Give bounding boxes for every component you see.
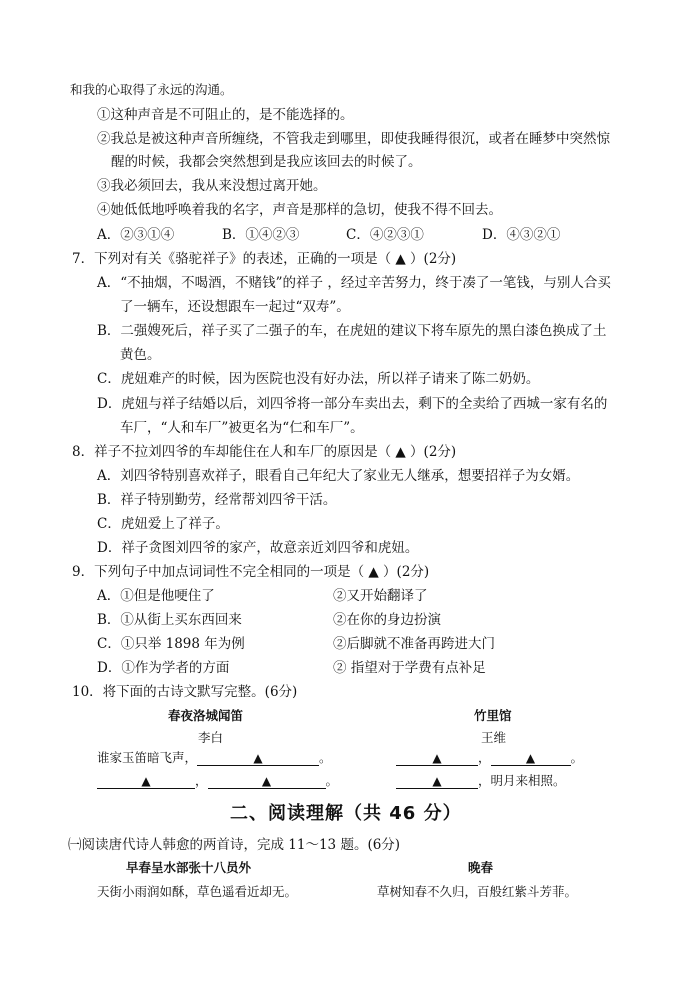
- q6-option-a: A．②③①④: [97, 227, 175, 243]
- poem2-line2-text: ，明月来相照。: [478, 773, 566, 788]
- q9-stem: 9．下列句子中加点词词性不完全相同的一项是（ ▲ ）(2分): [72, 564, 430, 580]
- q6-item-2-cont: 醒的时候，我都会突然想到是我应该回去的时候了。: [111, 154, 422, 170]
- blank-marker: ▲: [432, 751, 442, 765]
- q8-stem: 8．祥子不拉刘四爷的车却能住在人和车厂的原因是（ ▲ ）(2分): [72, 444, 457, 460]
- punct: 。: [319, 750, 332, 765]
- q6-item-4: ④她低低地呼唤着我的名字，声音是那样的急切，使我不得不回去。: [97, 202, 502, 218]
- poem-a-line: 天街小雨润如酥，草色遥看近却无。: [97, 884, 298, 899]
- q8-option-b: B．祥子特别勤劳，经常帮刘四爷干活。: [97, 492, 337, 508]
- q8-option-a: A．刘四爷特别喜欢祥子，眼看自己年纪大了家业无人继承，想要招祥子为女婿。: [97, 468, 580, 484]
- q9-row-b-left: B．①从街上买东西回来: [97, 612, 242, 628]
- q7-option-d-line2: 车厂，“人和车厂”被更名为“仁和车厂”。: [120, 420, 364, 436]
- q10-stem: 10．将下面的古诗文默写完整。(6分): [72, 684, 298, 700]
- q6-option-c: C．④②③①: [346, 227, 424, 243]
- poem2-blank-2[interactable]: [491, 751, 571, 766]
- poem-a-title: 早春呈水部张十八员外: [126, 860, 252, 875]
- q7-option-b-line2: 黄色。: [120, 347, 161, 363]
- punct: 。: [570, 750, 584, 765]
- poem-b-title: 晚春: [468, 860, 494, 875]
- poem1-blank-1[interactable]: [197, 751, 319, 766]
- blank-marker: ▲: [261, 774, 272, 788]
- q9-row-a-left: A．①但是他哽住了: [97, 588, 215, 604]
- blank-marker: ▲: [432, 774, 442, 788]
- poem2-title: 竹里馆: [474, 708, 512, 723]
- q7-option-b-line1: B．二强嫂死后，祥子买了二强子的车，在虎妞的建议下将车原先的黑白漆色换成了土: [97, 323, 607, 339]
- poem1-line1: [97, 748, 332, 766]
- q7-option-a-line2: 了一辆车，还设想跟车一起过“双寿”。: [120, 299, 350, 315]
- blank-marker: ▲: [253, 751, 263, 765]
- blank-marker: ▲: [525, 751, 536, 765]
- q8-option-c: C．虎妞爱上了祥子。: [97, 516, 229, 532]
- punct: ，: [195, 773, 208, 788]
- q7-option-a-line1: A．“不抽烟，不喝酒，不赌钱”的祥子 ，经过辛苦努力，终于凑了一笔钱，与别人合买: [97, 275, 611, 291]
- q6-item-2: ②我总是被这种声音所缠绕，不管我走到哪里，即使我睡得很沉，或者在睡梦中突然惊: [97, 131, 610, 147]
- poem1-blank-3[interactable]: [208, 774, 326, 789]
- q9-row-d-left: D．①作为学者的方面: [97, 660, 230, 676]
- poem2-line1: [396, 748, 583, 766]
- blank-marker: ▲: [141, 774, 151, 788]
- poem1-line1-text: 谁家玉笛暗飞声，: [97, 750, 198, 765]
- section-title: 二、阅读理解（共 46 分）: [230, 803, 462, 824]
- intro-line: 和我的心取得了永远的沟通。: [70, 82, 233, 97]
- poem1-blank-2[interactable]: [97, 774, 195, 789]
- q9-row-c-left: C．①只举 1898 年为例: [97, 636, 245, 652]
- q6-item-3: ③我必须回去，我从来没想过离开她。: [97, 178, 327, 194]
- poem1-author: 李白: [198, 730, 224, 745]
- q9-row-a-right: ②又开始翻译了: [333, 588, 428, 604]
- poem2-blank-3[interactable]: [396, 774, 478, 789]
- q6-option-b: B．①④②③: [222, 227, 300, 243]
- q9-row-c-right: ②后脚就不准备再跨进大门: [333, 636, 495, 652]
- q9-row-b-right: ②在你的身边扮演: [333, 612, 441, 628]
- q8-option-d: D．祥子贪图刘四爷的家产，故意亲近刘四爷和虎妞。: [97, 540, 419, 556]
- q6-option-d: D．④③②①: [482, 227, 561, 243]
- poem-b-line: 草树知春不久归，百般红紫斗芳菲。: [377, 884, 578, 899]
- q7-option-d-line1: D．虎妞与祥子结婚以后，刘四爷将一部分车卖出去，剩下的全卖给了西城一家有名的: [97, 396, 608, 412]
- q6-item-1: ①这种声音是不可阻止的，是不能选择的。: [97, 107, 354, 123]
- poem2-blank-1[interactable]: [396, 751, 478, 766]
- poem2-author: 王维: [481, 730, 507, 745]
- punct: ，: [478, 750, 491, 765]
- q7-option-c: C．虎妞难产的时候，因为医院也没有好办法，所以祥子请来了陈二奶奶。: [97, 371, 540, 387]
- q7-stem: 7．下列对有关《骆驼祥子》的表述，正确的一项是（ ▲ ）(2分): [72, 251, 457, 267]
- poem1-title: 春夜洛城闻笛: [168, 708, 244, 723]
- poem1-line2: [97, 771, 338, 789]
- section-intro: ㈠阅读唐代诗人韩愈的两首诗，完成 11～13 题。(6分): [68, 837, 401, 853]
- poem2-line2: [396, 771, 566, 789]
- q9-row-d-right: ② 指望对于学费有点补足: [333, 660, 486, 676]
- punct: 。: [325, 773, 339, 788]
